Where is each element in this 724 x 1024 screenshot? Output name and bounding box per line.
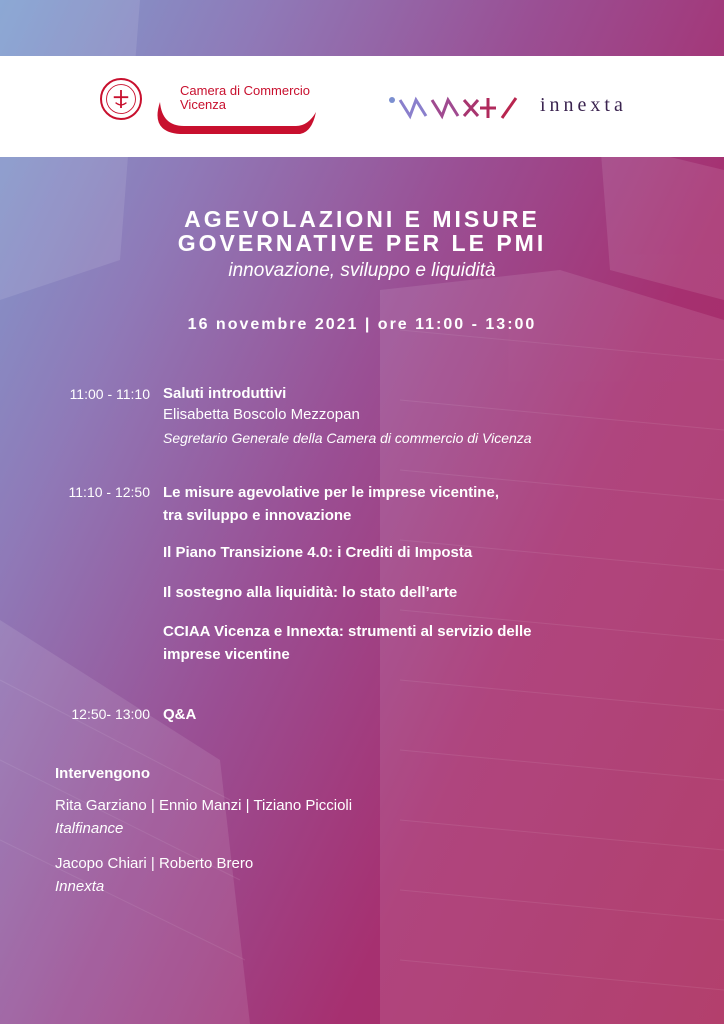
agenda-topic-1-line1: Le misure agevolative per le imprese vicentine, — [163, 484, 499, 501]
agenda-topic-2: Il Piano Transizione 4.0: i Crediti di Imposta — [163, 544, 473, 561]
chamber-logo-line1: Camera di Commercio — [180, 83, 311, 98]
speakers-group-2-names: Jacopo Chiari | Roberto Brero — [55, 855, 254, 872]
agenda-speaker-role-1: Segretario Generale della Camera di commercio di Vicenza — [163, 430, 532, 446]
chamber-seal-logo — [100, 78, 142, 120]
agenda-topic-3: Il sostegno alla liquidità: lo stato dell’arte — [163, 584, 458, 601]
speakers-group-2-org: Innexta — [55, 878, 105, 895]
agenda-time-2: 11:10 - 12:50 — [68, 484, 150, 500]
agenda-time-1: 11:00 - 11:10 — [69, 386, 150, 402]
agenda-item-title-3: Q&A — [163, 706, 197, 723]
agenda-topic-4-line2: imprese vicentine — [163, 646, 290, 663]
speakers-group-1-org: Italfinance — [55, 820, 124, 837]
event-title-line2: GOVERNATIVE PER LE PMI — [177, 230, 547, 256]
speakers-group-1-names: Rita Garziano | Ennio Manzi | Tiziano Piccioli — [55, 797, 353, 814]
agenda-speaker-1: Elisabetta Boscolo Mezzopan — [163, 406, 360, 423]
agenda-time-3: 12:50- 13:00 — [71, 706, 150, 722]
agenda-topic-4-line1: CCIAA Vicenza e Innexta: strumenti al servizio delle — [163, 623, 532, 640]
innexta-logo-mark — [388, 92, 528, 122]
chamber-logo-line2: Vicenza — [180, 97, 227, 112]
chamber-swoosh-logo — [150, 98, 320, 140]
event-title-line1: AGEVOLAZIONI E MISURE — [184, 206, 540, 232]
event-date: 16 novembre 2021 | ore 11:00 - 13:00 — [187, 316, 537, 333]
agenda-item-title-1: Saluti introduttivi — [163, 385, 287, 402]
innexta-logo-wordmark: innexta — [540, 94, 627, 116]
event-subtitle: innovazione, sviluppo e liquidità — [228, 260, 496, 281]
speakers-heading: Intervengono — [55, 765, 151, 782]
logo-header — [0, 56, 724, 157]
agenda-topic-1-line2: tra sviluppo e innovazione — [163, 507, 352, 524]
